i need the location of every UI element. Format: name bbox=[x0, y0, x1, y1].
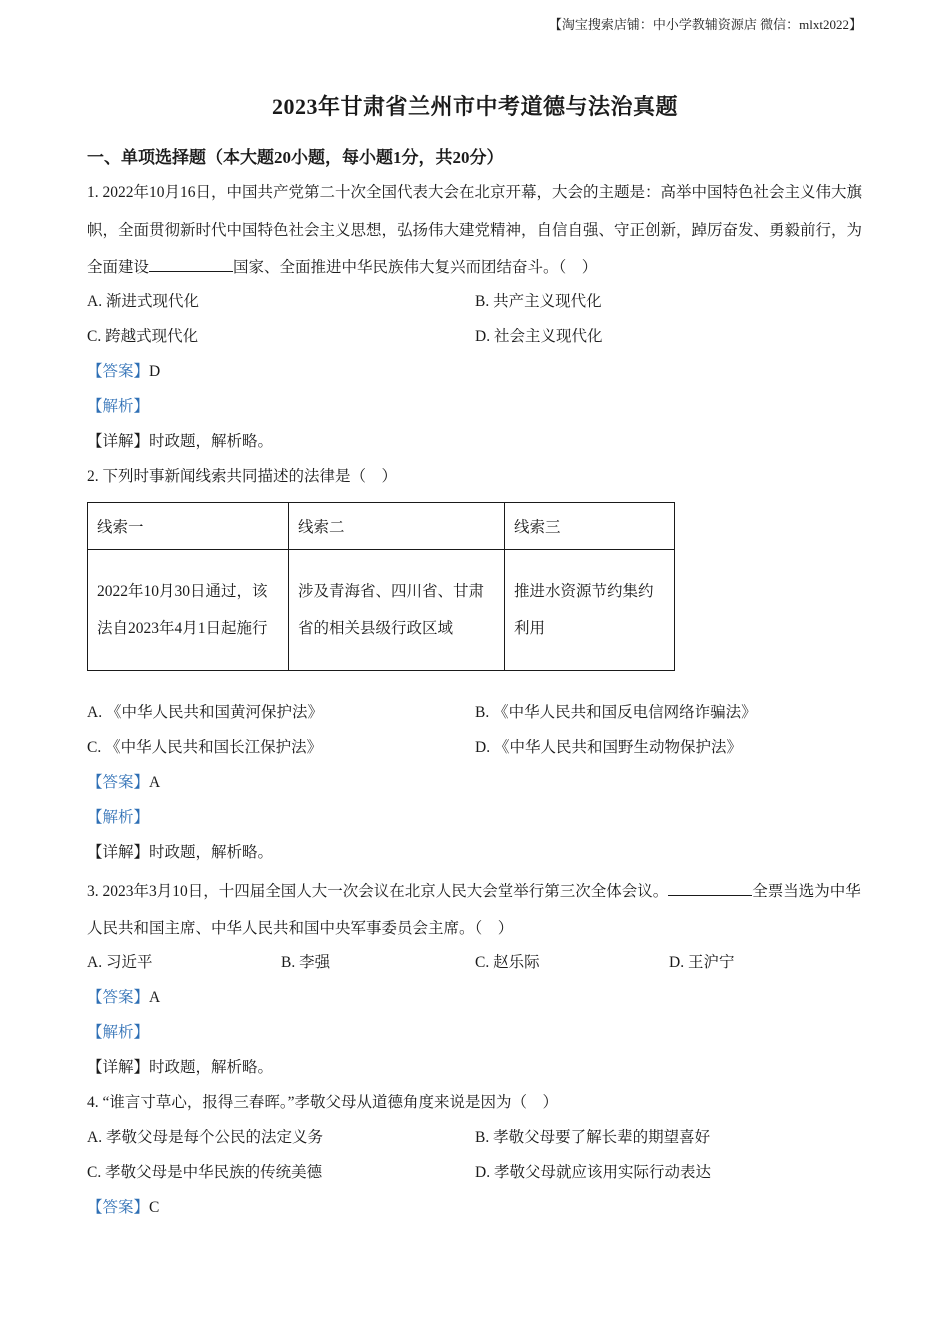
option-b: B. 《中华人民共和国反电信网络诈骗法》 bbox=[475, 703, 757, 721]
detail-text: 时政题，解析略。 bbox=[149, 1058, 274, 1076]
question-2-analysis-label: 【解析】 bbox=[87, 808, 150, 826]
question-3-analysis-label: 【解析】 bbox=[87, 1023, 150, 1041]
option-a: A. 习近平 bbox=[87, 953, 153, 971]
clues-table bbox=[87, 502, 675, 671]
option-c: C. 《中华人民共和国长江保护法》 bbox=[87, 738, 323, 756]
option-d: D. 孝敬父母就应该用实际行动表达 bbox=[475, 1163, 711, 1181]
question-1-detail bbox=[87, 427, 863, 462]
table-header-cell: 线索二 bbox=[289, 502, 505, 549]
answer-blank bbox=[668, 879, 752, 896]
page-title: 2023年甘肃省兰州市中考道德与法治真题 bbox=[271, 94, 678, 119]
option-d: D. 《中华人民共和国野生动物保护法》 bbox=[475, 738, 742, 756]
question-3-text-after: 全票当选为中华人民共和国主席、中华人民共和国中央军事委员会主席。（ ） bbox=[87, 882, 861, 937]
question-3-text bbox=[87, 873, 863, 948]
answer-value: D bbox=[149, 362, 161, 380]
table-row bbox=[88, 549, 675, 670]
detail-label: 【详解】 bbox=[87, 843, 150, 861]
question-4-options-row-1 bbox=[87, 1123, 863, 1158]
detail-text: 时政题，解析略。 bbox=[149, 843, 274, 861]
table-cell: 涉及青海省、四川省、甘肃省的相关县级行政区域 bbox=[289, 549, 505, 670]
question-3-detail bbox=[87, 1053, 863, 1088]
section-heading: 一、单项选择题（本大题20小题，每小题1分，共20分） bbox=[87, 148, 504, 167]
spacer bbox=[87, 671, 863, 698]
question-1-text-after: 国家、全面推进中华民族伟大复兴而团结奋斗。（ ） bbox=[233, 259, 598, 276]
detail-label: 【详解】 bbox=[87, 1058, 150, 1076]
question-4-text: 4. “谁言寸草心，报得三春晖。”孝敬父母从道德角度来说是因为（ ） bbox=[87, 1093, 559, 1111]
question-1-text-before: 1. 2022年10月16日，中国共产党第二十次全国代表大会在北京开幕，大会的主题是：高举中国特色社会主义伟大旗帜，全面贯彻新时代中国特色社会主义思想，弘扬伟大建党精神，自信自强、守正创新，踔厉奋发、勇毅前行，为全面建设 bbox=[87, 184, 863, 276]
table-header-row bbox=[88, 502, 675, 549]
answer-label: 【答案】 bbox=[87, 773, 150, 791]
question-2-answer bbox=[87, 768, 863, 803]
answer-value: A bbox=[149, 988, 161, 1006]
question-2-detail bbox=[87, 838, 863, 873]
document-body bbox=[87, 146, 863, 1228]
option-c: C. 孝敬父母是中华民族的传统美德 bbox=[87, 1163, 323, 1181]
question-2-options-row-2 bbox=[87, 733, 863, 768]
question-3-answer bbox=[87, 983, 863, 1018]
question-1-analysis-label: 【解析】 bbox=[87, 397, 150, 415]
option-b: B. 李强 bbox=[281, 953, 331, 971]
header-note: 【淘宝搜索店铺：中小学教辅资源店 微信：mlxt2022】 bbox=[548, 17, 862, 32]
detail-label: 【详解】 bbox=[87, 432, 150, 450]
question-1-options-row-1 bbox=[87, 287, 863, 322]
question-4-options-row-2 bbox=[87, 1158, 863, 1193]
table-cell: 2022年10月30日通过，该法自2023年4月1日起施行 bbox=[88, 549, 289, 670]
table-header-cell: 线索三 bbox=[505, 502, 675, 549]
detail-text: 时政题，解析略。 bbox=[149, 432, 274, 450]
option-c: C. 跨越式现代化 bbox=[87, 327, 199, 345]
answer-label: 【答案】 bbox=[87, 988, 150, 1006]
answer-label: 【答案】 bbox=[87, 362, 150, 380]
option-a: A. 《中华人民共和国黄河保护法》 bbox=[87, 703, 323, 721]
table-header-cell: 线索一 bbox=[88, 502, 289, 549]
option-b: B. 共产主义现代化 bbox=[475, 292, 602, 310]
option-a: A. 孝敬父母是每个公民的法定义务 bbox=[87, 1128, 323, 1146]
option-b: B. 孝敬父母要了解长辈的期望喜好 bbox=[475, 1128, 711, 1146]
answer-value: A bbox=[149, 773, 161, 791]
question-1-text bbox=[87, 174, 863, 287]
question-2-text: 2. 下列时事新闻线索共同描述的法律是（ ） bbox=[87, 467, 398, 485]
question-1-answer bbox=[87, 357, 863, 392]
answer-label: 【答案】 bbox=[87, 1198, 150, 1216]
option-c: C. 赵乐际 bbox=[475, 953, 540, 971]
question-4-answer bbox=[87, 1193, 863, 1228]
option-d: D. 社会主义现代化 bbox=[475, 327, 603, 345]
option-d: D. 王沪宁 bbox=[669, 953, 735, 971]
question-2-options-row-1 bbox=[87, 698, 863, 733]
option-a: A. 渐进式现代化 bbox=[87, 292, 199, 310]
question-3-text-before: 3. 2023年3月10日，十四届全国人大一次会议在北京人民大会堂举行第三次全体会议。 bbox=[87, 882, 669, 900]
answer-blank bbox=[149, 255, 233, 272]
table-cell: 推进水资源节约集约利用 bbox=[505, 549, 675, 670]
answer-value: C bbox=[149, 1198, 160, 1216]
question-3-options bbox=[87, 948, 863, 983]
question-1-options-row-2 bbox=[87, 322, 863, 357]
